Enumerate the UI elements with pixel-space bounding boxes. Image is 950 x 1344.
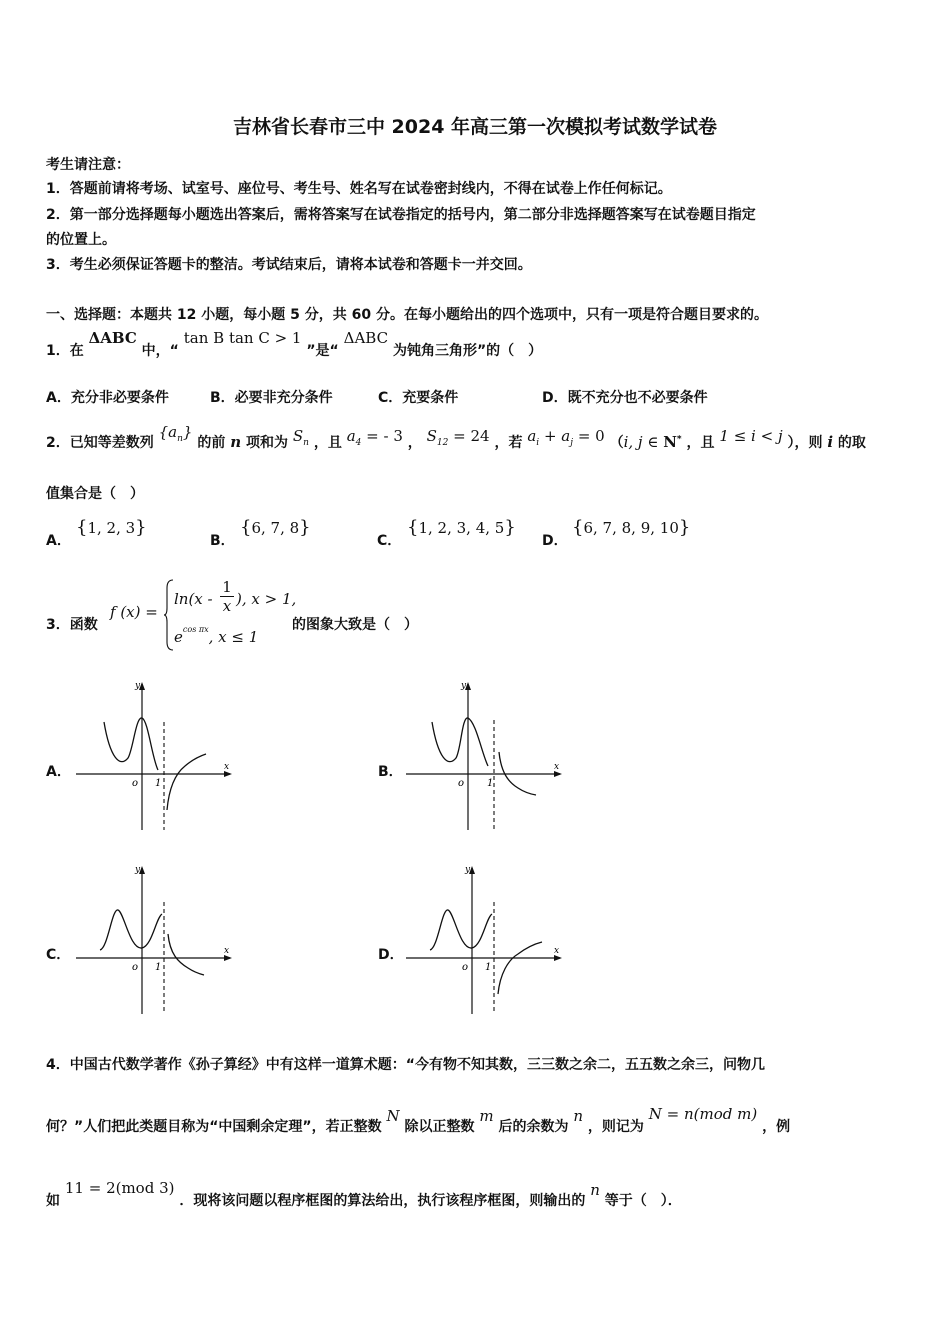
q4-text: 何？”人们把此类题目称为“中国剩余定理”，若正整数: [46, 1119, 382, 1135]
q3-piece-2: [174, 625, 259, 646]
q3-text: 3．函数: [46, 617, 98, 633]
notice-item-1: 1．答题前请将考场、试室号、座位号、考生号、姓名写在试卷密封线内，不得在试卷上作任何标记。: [46, 181, 672, 197]
curve-right: [498, 942, 542, 994]
q4-math: n: [573, 1107, 584, 1125]
q2-text: 的前: [197, 435, 226, 451]
q1-math-triangle: ΔABC: [343, 329, 389, 347]
q1-text: 1．在: [46, 343, 84, 359]
x-axis-label: x: [554, 946, 560, 956]
q4-text: ，例: [762, 1119, 791, 1135]
q2-text: ，: [407, 435, 422, 451]
q2-text: ，且: [313, 435, 342, 451]
q2-text: （: [609, 435, 624, 451]
q2-math: a: [527, 427, 537, 445]
x-axis-label: x: [224, 762, 230, 772]
q4-math: m: [479, 1107, 494, 1125]
q3-text-tail: 的图象大致是（ ）: [292, 617, 418, 633]
q3-piece-2-exponent: cos πx: [182, 625, 209, 634]
y-axis-label: y: [135, 681, 141, 691]
curve-left: [104, 718, 158, 770]
q3-graph-d: [400, 862, 570, 1017]
q3-option-b-label: B．: [378, 764, 403, 780]
q3-piece-1: [174, 590, 213, 608]
question-4-line-1: 4．中国古代数学著作《孙子算经》中有这样一道算术题：“今有物不知其数，三三数之余二，五五数之余三，问物几: [46, 1057, 765, 1073]
q2-math-sequence: $\{a_n\}$: [158, 423, 193, 444]
q2-option-b-set: {6, 7, 8}: [240, 517, 311, 538]
origin-label: o: [458, 778, 465, 789]
q2-math: = - 3: [366, 427, 403, 445]
q2-text: 的取: [837, 435, 866, 451]
origin-label: o: [132, 962, 139, 973]
q2-math: i, j ∈: [623, 433, 664, 451]
q2-math: = 24: [453, 427, 490, 445]
q2-math: S: [292, 427, 304, 445]
q2-math: a: [346, 427, 356, 445]
curve-left: [100, 910, 162, 950]
q2-text: 2．已知等差数列: [46, 435, 154, 451]
tick-label-one: 1: [155, 962, 162, 973]
q1-math-triangle: ΔABC: [88, 329, 137, 347]
q2-text-line-2: 值集合是（ ）: [46, 486, 144, 502]
q2-text: ，若: [494, 435, 523, 451]
q2-math: i: [536, 438, 540, 448]
q2-math: a: [168, 423, 178, 441]
q3-graph-b: [400, 678, 570, 833]
q2-math: j: [570, 438, 574, 448]
q4-math-congruence: N = n(mod m): [648, 1105, 758, 1123]
notice-heading: 考生请注意：: [46, 157, 130, 173]
q4-text: ，则记为: [587, 1119, 644, 1135]
question-4-line-2: [46, 1105, 791, 1136]
q1-option-a: A．充分非必要条件: [46, 390, 169, 406]
q2-math-a4: [346, 427, 403, 448]
q2-math: 12: [436, 438, 449, 448]
q2-option-a-values: 1, 2, 3: [87, 519, 136, 537]
q1-option-b: B．必要非充分条件: [210, 390, 333, 406]
q3-piece-2-tail: , x ≤ 1: [208, 628, 259, 646]
q2-math-sum: [292, 427, 309, 448]
q4-text: 如: [46, 1193, 60, 1209]
q3-option-a-label: A．: [46, 764, 71, 780]
q2-option-c-label: C．: [377, 533, 402, 549]
q2-math: 4: [355, 438, 362, 448]
q4-text: 后的余数为: [498, 1119, 569, 1135]
q4-math-example: 11 = 2(mod 3): [64, 1179, 175, 1197]
curve-right: [167, 754, 206, 810]
tick-label-one: 1: [485, 962, 492, 973]
q2-option-d-values: 6, 7, 8, 9, 10: [583, 519, 679, 537]
y-axis-label: y: [135, 865, 141, 875]
q1-text: ”是“: [306, 343, 339, 359]
x-axis-label: x: [554, 762, 560, 772]
q2-option-a-label: A．: [46, 533, 71, 549]
y-axis-label: y: [465, 865, 471, 875]
q2-math: i: [827, 433, 834, 451]
q3-fraction-numerator: 1: [220, 578, 234, 597]
q2-math: S: [426, 427, 437, 445]
y-axis-label: y: [461, 681, 467, 691]
q1-text: 中，“: [141, 343, 179, 359]
q2-math: a: [561, 427, 571, 445]
q2-math: n: [177, 434, 183, 444]
q2-option-d-label: D．: [542, 533, 568, 549]
q3-function-name: f (x) =: [110, 603, 158, 621]
curve-right: [168, 934, 204, 975]
tick-label-one: 1: [487, 778, 494, 789]
notice-item-2-cont: 的位置上。: [46, 232, 116, 248]
q3-piece-2-base: e: [174, 628, 183, 646]
notice-item-3: 3．考生必须保证答题卡的整洁。考试结束后，请将本试卷和答题卡一并交回。: [46, 257, 532, 273]
q4-math: n: [590, 1181, 600, 1199]
q3-piece-1-head: ln(x -: [174, 590, 213, 608]
curve-left: [430, 910, 492, 950]
q1-text: 为钝角三角形”的（ ）: [392, 343, 543, 359]
notice-item-2: 2．第一部分选择题每小题选出答案后，需将答案写在试卷指定的括号内，第二部分非选择题答案写在试卷题目指定: [46, 207, 756, 223]
q2-math-sum-zero: [527, 427, 605, 448]
q2-math-inequality: 1 ≤ i < j: [719, 427, 783, 445]
q2-text: ，且: [686, 435, 715, 451]
q4-text: 除以正整数: [404, 1119, 475, 1135]
curve-left: [432, 718, 488, 766]
origin-label: o: [462, 962, 469, 973]
q2-math: +: [539, 427, 562, 445]
q3-option-c-label: C．: [46, 947, 71, 963]
q1-option-d: D．既不充分也不必要条件: [542, 390, 708, 406]
q2-math-s12: [426, 427, 490, 448]
q2-option-b-label: B．: [210, 533, 235, 549]
q2-text: 项和为: [246, 435, 288, 451]
q4-text: ．现将该问题以程序框图的算法给出，执行该程序框图，则输出的: [179, 1193, 586, 1209]
tick-label-one: 1: [155, 778, 162, 789]
question-2: [46, 423, 866, 454]
q2-option-c-values: 1, 2, 3, 4, 5: [418, 519, 505, 537]
q3-option-d-label: D．: [378, 947, 404, 963]
q1-math-condition: tan B tan C > 1: [183, 329, 302, 347]
section-heading: 一、选择题：本题共 12 小题，每小题 5 分，共 60 分。在每小题给出的四个选项中，只有一项是符合题目要求的。: [46, 307, 768, 323]
q2-option-a-set: {1, 2, 3}: [76, 517, 147, 538]
q3-fraction-denominator: x: [222, 597, 232, 615]
q2-math: *: [676, 434, 682, 445]
question-4-line-3: [46, 1179, 682, 1210]
x-axis-label: x: [224, 946, 230, 956]
q4-text: 等于（ ）．: [604, 1193, 682, 1209]
q2-math: n: [303, 438, 309, 448]
q3-graph-a: [70, 678, 240, 833]
question-1: [46, 329, 543, 360]
q1-option-c: C．充要条件: [378, 390, 459, 406]
q3-fraction: [220, 578, 234, 615]
q2-math: N: [663, 433, 677, 451]
q2-option-d-set: {6, 7, 8, 9, 10}: [572, 517, 691, 538]
q2-math: n: [230, 433, 242, 451]
origin-label: o: [132, 778, 139, 789]
q3-graph-c: [70, 862, 240, 1017]
q4-math: N: [386, 1107, 400, 1125]
q2-option-b-values: 6, 7, 8: [251, 519, 300, 537]
page-title: 吉林省长春市三中 2024 年高三第一次模拟考试数学试卷: [232, 116, 718, 138]
q2-option-c-set: {1, 2, 3, 4, 5}: [407, 517, 516, 538]
q3-piece-1-tail: ), x > 1,: [236, 590, 297, 608]
q2-math: = 0: [573, 427, 605, 445]
q2-text: ），则: [787, 435, 823, 451]
